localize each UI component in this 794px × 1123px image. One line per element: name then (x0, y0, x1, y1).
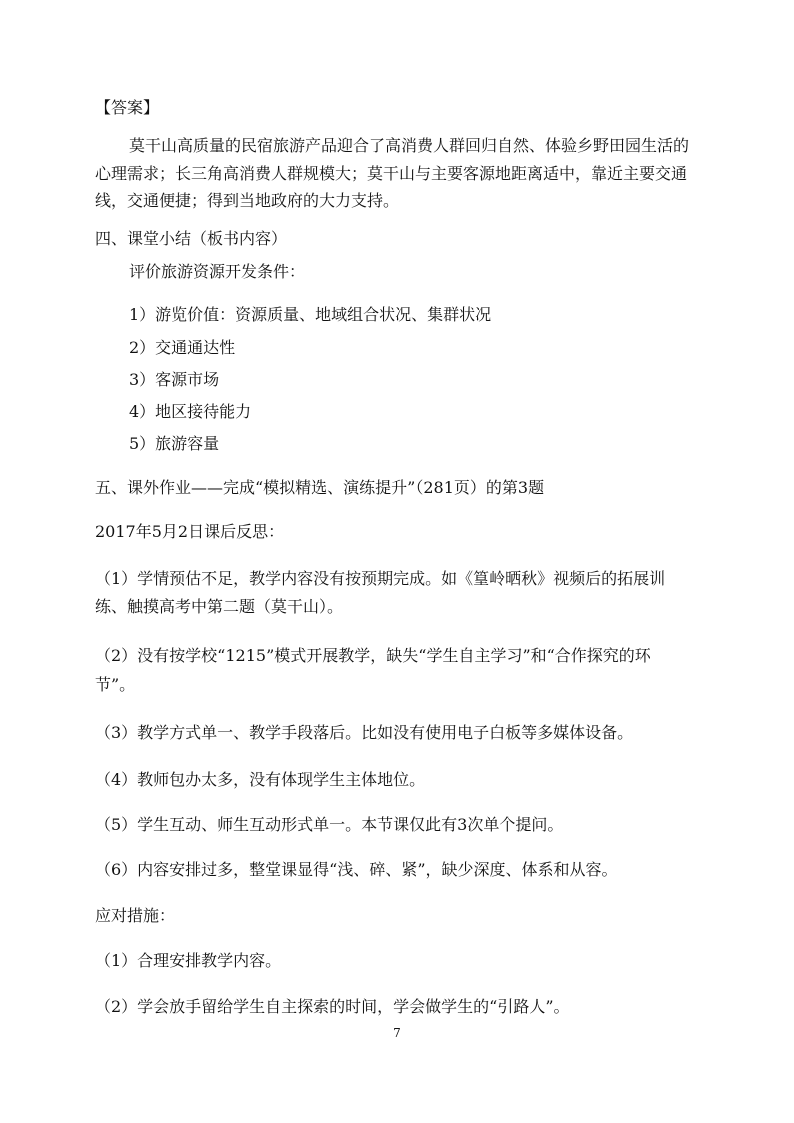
summary-heading: 四、课堂小结（板书内容） (95, 229, 288, 248)
reflection-item-4: （4）教师包办太多，没有体现学生主体地位。 (95, 770, 426, 789)
answer-heading: 【答案】 (95, 98, 160, 117)
summary-item-5: 5）旅游容量 (129, 434, 220, 453)
summary-item-3: 3）客源市场 (129, 370, 220, 389)
page-number: 7 (393, 1026, 401, 1040)
reflection-heading: 2017年5月2日课后反思： (95, 522, 285, 541)
reflection-item-1-line-2: 练、触摸高考中第二题（莫干山）。 (95, 597, 344, 616)
reflection-item-1-line-1: （1）学情预估不足，教学内容没有按预期完成。如《篁岭晒秋》视频后的拓展训 (95, 569, 666, 588)
reflection-item-3: （3）教学方式单一、教学手段落后。比如没有使用电子白板等多媒体设备。 (95, 723, 634, 742)
summary-item-4: 4）地区接待能力 (129, 402, 252, 421)
reflection-item-2-line-2: 节”。 (95, 675, 136, 694)
measures-heading: 应对措施： (95, 906, 176, 925)
reflection-item-2-line-1: （2）没有按学校“1215”模式开展教学，缺失“学生自主学习”和“合作探究的环 (95, 646, 651, 665)
answer-line-2: 心理需求；长三角高消费人群规模大；莫干山与主要客源地距离适中，靠近主要交通 (95, 164, 688, 183)
reflection-item-6: （6）内容安排过多，整堂课显得“浅、碎、紧”，缺少深度、体系和从容。 (95, 860, 618, 879)
answer-line-1: 莫干山高质量的民宿旅游产品迎合了高消费人群回归自然、体验乡野田园生活的 (129, 136, 690, 155)
summary-intro: 评价旅游资源开发条件： (129, 262, 306, 281)
summary-item-1: 1）游览价值：资源质量、地域组合状况、集群状况 (129, 305, 492, 324)
answer-line-3: 线，交通便捷；得到当地政府的大力支持。 (95, 191, 400, 210)
reflection-item-5: （5）学生互动、师生互动形式单一。本节课仅此有3次单个提问。 (95, 815, 564, 834)
measures-item-2: （2）学会放手留给学生自主探索的时间，学会做学生的“引路人”。 (95, 997, 570, 1016)
measures-item-1: （1）合理安排教学内容。 (95, 951, 282, 970)
homework-line: 五、课外作业——完成“模拟精选、演练提升”（281页）的第3题 (95, 478, 545, 497)
summary-item-2: 2）交通通达性 (129, 338, 236, 357)
